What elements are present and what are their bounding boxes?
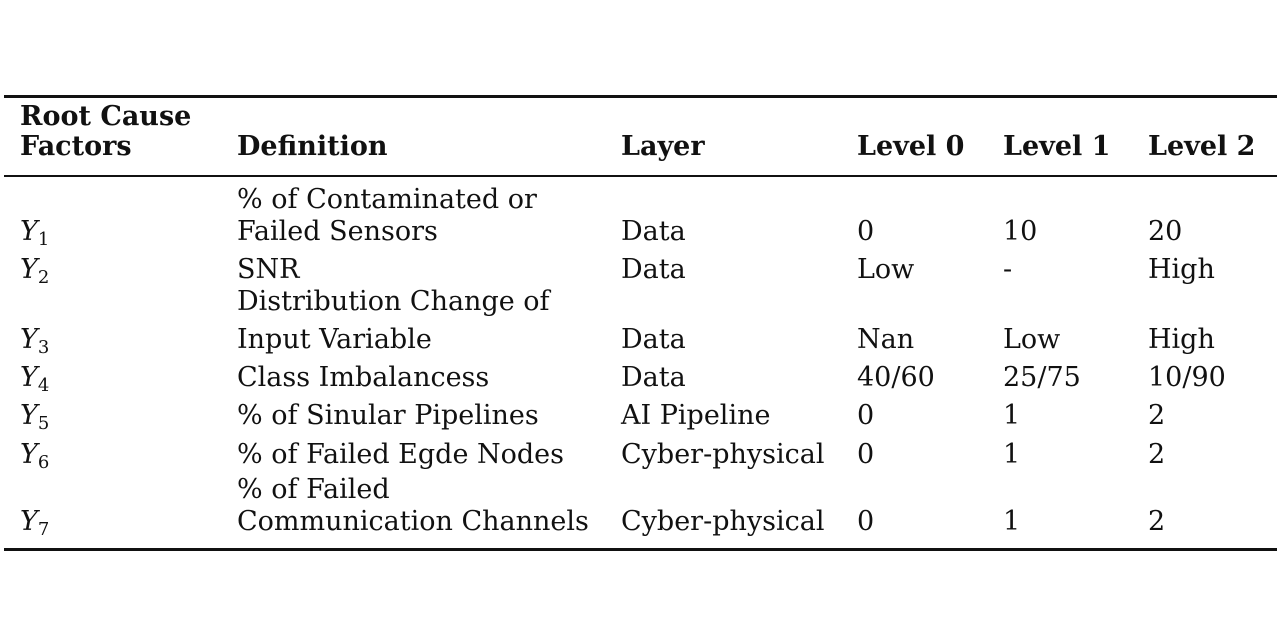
- level0-cell: 0: [857, 400, 875, 431]
- level2-cell: 2: [1148, 439, 1166, 470]
- definition-line2: % of Failed Egde Nodes: [237, 439, 565, 470]
- level2-cell: 2: [1148, 400, 1166, 431]
- level0-cell: Low: [857, 254, 915, 285]
- header-definition: Definition: [237, 131, 388, 162]
- layer-cell: AI Pipeline: [621, 400, 771, 431]
- level1-cell: 10: [1003, 216, 1038, 247]
- level1-cell: 25/75: [1003, 362, 1081, 393]
- factor-symbol: $Y_4$: [20, 362, 50, 396]
- layer-cell: Cyber-physical: [621, 506, 825, 537]
- level0-cell: 0: [857, 506, 875, 537]
- table-header-rule: [4, 175, 1277, 177]
- definition-line2: Input Variable: [237, 324, 432, 355]
- definition-line1: % of Contaminated or: [237, 184, 537, 215]
- header-level0: Level 0: [857, 131, 965, 162]
- level1-cell: 1: [1003, 439, 1021, 470]
- level0-cell: 0: [857, 439, 875, 470]
- factor-symbol: $Y_6$: [20, 439, 50, 473]
- layer-cell: Data: [621, 362, 686, 393]
- layer-cell: Data: [621, 324, 686, 355]
- header-level2: Level 2: [1148, 131, 1256, 162]
- factor-symbol: $Y_1$: [20, 216, 50, 250]
- level1-cell: Low: [1003, 324, 1061, 355]
- definition-line2: Communication Channels: [237, 506, 589, 537]
- definition-line2: Class Imbalancess: [237, 362, 490, 393]
- header-level1: Level 1: [1003, 131, 1111, 162]
- header-factors-line2: Factors: [20, 131, 132, 162]
- level1-cell: -: [1003, 254, 1013, 285]
- level1-cell: 1: [1003, 506, 1021, 537]
- factor-symbol: $Y_7$: [20, 506, 50, 540]
- definition-line1: % of Failed: [237, 474, 390, 505]
- level2-cell: 2: [1148, 506, 1166, 537]
- level0-cell: 40/60: [857, 362, 935, 393]
- level2-cell: High: [1148, 324, 1215, 355]
- layer-cell: Data: [621, 254, 686, 285]
- level2-cell: High: [1148, 254, 1215, 285]
- level2-cell: 20: [1148, 216, 1183, 247]
- table-top-rule: [4, 95, 1277, 98]
- definition-line2: SNR: [237, 254, 300, 285]
- header-factors-line1: Root Cause: [20, 101, 192, 132]
- header-factors: [20, 102, 191, 162]
- factor-symbol: $Y_5$: [20, 400, 50, 434]
- level0-cell: 0: [857, 216, 875, 247]
- layer-cell: Cyber-physical: [621, 439, 825, 470]
- level0-cell: Nan: [857, 324, 915, 355]
- level2-cell: 10/90: [1148, 362, 1226, 393]
- factor-symbol: $Y_3$: [20, 324, 50, 358]
- layer-cell: Data: [621, 216, 686, 247]
- definition-line2: % of Sinular Pipelines: [237, 400, 539, 431]
- table-bottom-rule: [4, 548, 1277, 551]
- definition-line2: Failed Sensors: [237, 216, 438, 247]
- level1-cell: 1: [1003, 400, 1021, 431]
- factor-symbol: $Y_2$: [20, 254, 50, 288]
- definition-line1: Distribution Change of: [237, 286, 550, 317]
- header-layer: Layer: [621, 131, 705, 162]
